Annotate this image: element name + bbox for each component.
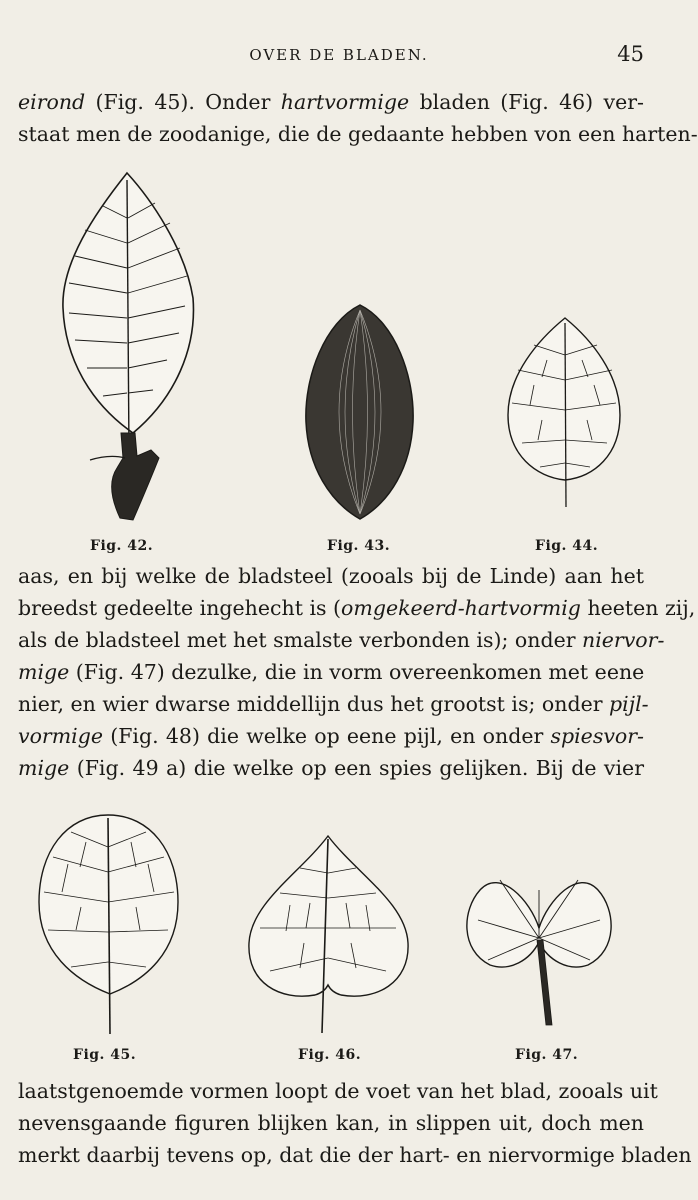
figure-46-illustration xyxy=(246,833,411,1036)
text-segment: staat men de zoodanige, die de gedaante hebben von een harten- xyxy=(18,122,698,146)
text-line xyxy=(18,752,644,784)
text-line xyxy=(18,688,649,720)
italic-term: niervor- xyxy=(582,628,665,652)
text-segment: als de bladsteel met het smalste verbonden is); onder xyxy=(18,628,583,652)
text-segment: (Fig. 48) die welke op eene pijl, en onder xyxy=(102,724,551,748)
text-segment: (Fig. 47) dezulke, die in vorm overeenkomen met eene xyxy=(69,660,645,684)
text-line xyxy=(18,592,696,624)
paragraph-2 xyxy=(18,560,696,784)
italic-term: vormige xyxy=(18,724,103,748)
paragraph-1 xyxy=(18,86,698,150)
italic-term: pijl- xyxy=(609,692,649,716)
text-line xyxy=(18,118,698,150)
text-segment: (Fig. 49 a) die welke op een spies gelijken. Bij de vier xyxy=(69,756,644,780)
figure-43-illustration xyxy=(300,302,420,522)
text-line xyxy=(18,624,665,656)
italic-term: mige xyxy=(18,756,70,780)
italic-term: eirond xyxy=(18,90,86,114)
text-segment: breedst gedeelte ingehecht is ( xyxy=(18,596,342,620)
figure-45-caption: Fig. 45. xyxy=(73,1047,137,1063)
text-line xyxy=(18,86,644,118)
figure-46-caption: Fig. 46. xyxy=(298,1047,362,1063)
text-segment: laatstgenoemde vormen loopt de voet van het blad, zooals uit xyxy=(18,1079,658,1103)
text-segment: bladen (Fig. 46) ver- xyxy=(409,90,644,114)
text-segment: merkt daarbij tevens op, dat die der hart- en niervormige bladen xyxy=(18,1143,692,1167)
running-head xyxy=(0,42,678,70)
italic-term: mige xyxy=(18,660,70,684)
italic-term: spiesvor- xyxy=(550,724,644,748)
figure-44-caption: Fig. 44. xyxy=(535,538,599,554)
text-segment: nier, en wier dwarse middellijn dus het grootst is; onder xyxy=(18,692,610,716)
paragraph-3 xyxy=(18,1075,692,1171)
text-line xyxy=(18,656,644,688)
page-number: 45 xyxy=(617,42,644,66)
italic-term: hartvormige xyxy=(280,90,410,114)
figure-47-illustration xyxy=(460,860,618,1030)
figure-45-illustration xyxy=(36,812,181,1037)
figure-42-caption: Fig. 42. xyxy=(90,538,154,554)
text-segment: aas, en bij welke de bladsteel (zooals bij de Linde) aan het xyxy=(18,564,644,588)
text-segment: heeten zij, xyxy=(580,596,696,620)
figure-47-caption: Fig. 47. xyxy=(515,1047,579,1063)
italic-term: omgekeerd-hartvormig xyxy=(341,596,581,620)
figure-42-illustration xyxy=(55,168,205,528)
running-head-title: OVER DE BLADEN. xyxy=(249,46,429,64)
text-segment: nevensgaande figuren blijken kan, in slippen uit, doch men xyxy=(18,1111,644,1135)
figure-44-illustration xyxy=(502,315,627,510)
text-line xyxy=(18,1075,658,1107)
text-segment: (Fig. 45). Onder xyxy=(85,90,281,114)
text-line xyxy=(18,1107,644,1139)
text-line xyxy=(18,560,644,592)
text-line xyxy=(18,720,644,752)
figure-43-caption: Fig. 43. xyxy=(327,538,391,554)
text-line xyxy=(18,1139,692,1171)
